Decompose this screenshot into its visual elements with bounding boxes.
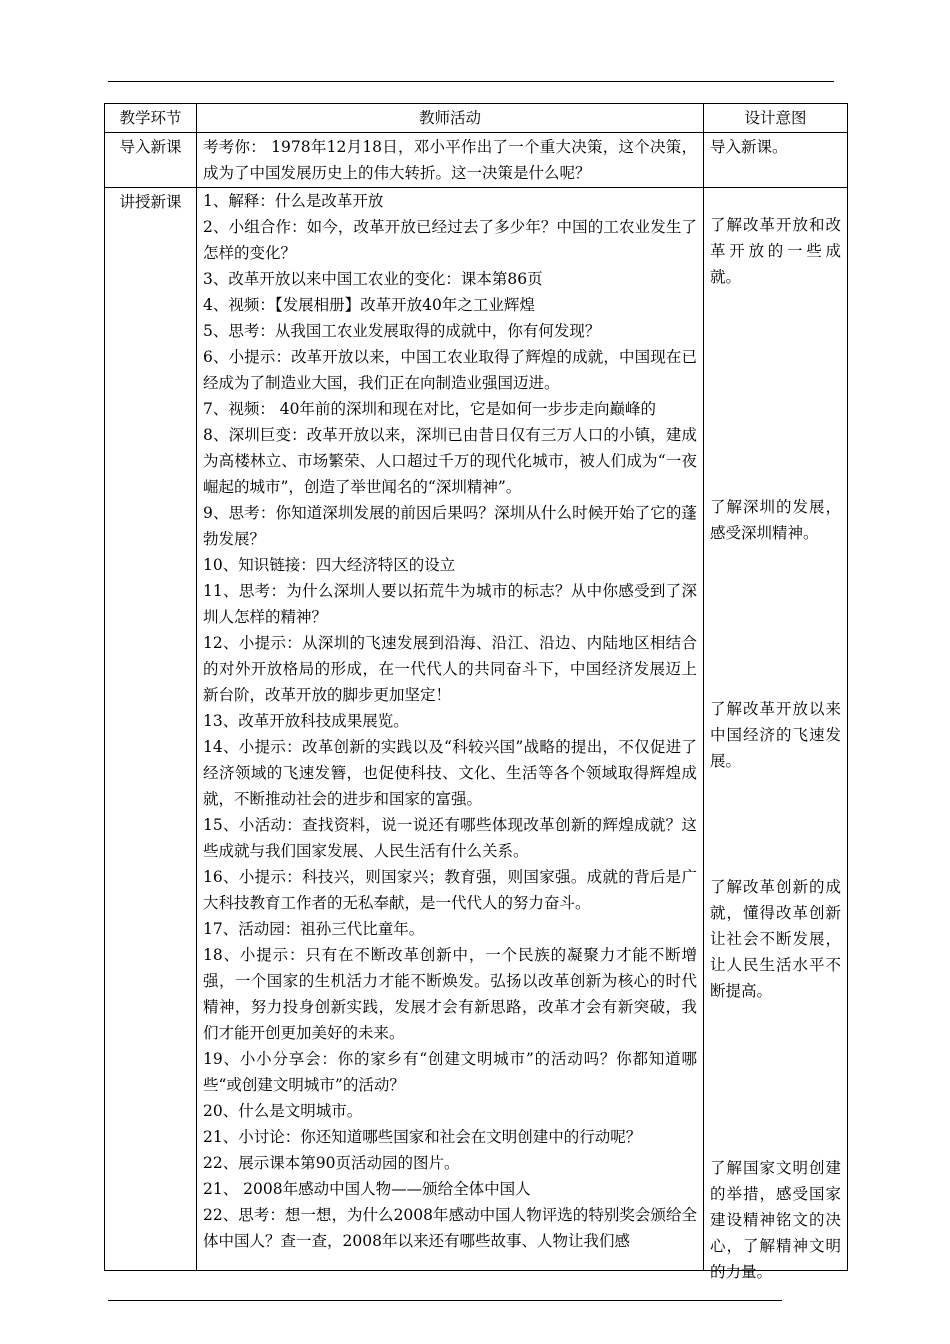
- intent-innovation: 了解改革创新的成就，懂得改革创新让社会不断发展，让人民生活水平不断提高。: [710, 878, 841, 1000]
- activity-line: 19、小小分享会：你的家乡有“创建文明城市”的活动吗？你都知道哪些“或创建文明城市”的活动？: [203, 1050, 697, 1094]
- activity-line: 21、 2008年感动中国人物——颁给全体中国人: [203, 1180, 531, 1198]
- activity-line: 4、视频：【发展相册】改革开放40年之工业辉煌: [203, 296, 535, 314]
- activity-line: 21、小讨论：你还知道哪些国家和社会在文明创建中的行动呢？: [203, 1128, 642, 1146]
- intent-shenzhen: 了解深圳的发展，感受深圳精神。: [710, 498, 841, 542]
- intent-reform-achievements: 了解改革开放和改革开放的一些成就。: [710, 216, 841, 286]
- intro-activity: 考考你： 1978年12月18日，邓小平作出了一个重大决策，这个决策，成为了中国发展历史上的伟大转折。这一决策是什么呢？: [197, 133, 704, 188]
- header-rule: [108, 81, 834, 82]
- activity-line: 13、改革开放科技成果展览。: [203, 712, 409, 730]
- activity-line: 3、改革开放以来中国工农业的变化：课本第86页: [203, 270, 543, 288]
- activity-line: 17、活动园：祖孙三代比童年。: [203, 920, 425, 938]
- activity-line: 15、小活动：查找资料，说一说还有哪些体现改革创新的辉煌成就？这些成就与我们国家发展、人民生活有什么关系。: [203, 816, 697, 860]
- intent-civilization: 了解国家文明创建的举措，感受国家建设精神铭文的决心，了解精神文明的力量。: [710, 1159, 841, 1281]
- lecture-activities: [197, 188, 704, 1271]
- activity-line: 22、展示课本第90页活动园的图片。: [203, 1154, 460, 1172]
- activity-line: 6、小提示：改革开放以来，中国工农业取得了辉煌的成就，中国现在已经成为了制造业大国，我们正在向制造业强国迈进。: [203, 348, 697, 392]
- activity-line: 8、深圳巨变：改革开放以来，深圳已由昔日仅有三万人口的小镇，建成为高楼林立、市场繁荣、人口超过千万的现代化城市，被人们成为“一夜崛起的城市”，创造了举世闻名的“深圳精神”。: [203, 426, 697, 496]
- intent-economy: 了解改革开放以来中国经济的飞速发展。: [710, 700, 841, 770]
- activity-line: 22、思考：想一想，为什么2008年感动中国人物评选的特别奖会颁给全体中国人？查一查，2008年以来还有哪些故事、人物让我们感: [203, 1206, 697, 1250]
- footer-rule: [108, 1300, 782, 1301]
- activity-line: 11、思考：为什么深圳人要以拓荒牛为城市的标志？从中你感受到了深圳人怎样的精神？: [203, 582, 697, 626]
- lesson-plan-table: [104, 103, 848, 1281]
- activity-line: 9、思考：你知道深圳发展的前因后果吗？深圳从什么时候开始了它的蓬勃发展？: [203, 504, 697, 548]
- activity-line: 7、视频： 40年前的深圳和现在对比，它是如何一步步走向巅峰的: [203, 400, 657, 418]
- table-row-lecture: [105, 188, 848, 1271]
- intro-intent: 导入新课。: [704, 133, 848, 188]
- activity-line: 12、小提示：从深圳的飞速发展到沿海、沿江、沿边、内陆地区相结合的对外开放格局的形成，在一代代人的共同奋斗下，中国经济发展迈上新台阶，改革开放的脚步更加坚定！: [203, 634, 697, 704]
- activity-line: 18、小提示：只有在不断改革创新中，一个民族的凝聚力才能不断增强，一个国家的生机活力才能不断焕发。弘扬以改革创新为核心的时代精神，努力投身创新实践，发展才会有新思路，改革才会有新突破，我们才能开创更加美好的未来。: [203, 946, 697, 1042]
- header-activity: 教师活动: [197, 104, 704, 133]
- activity-line: 10、知识链接：四大经济特区的设立: [203, 556, 456, 574]
- lecture-intents: [704, 188, 848, 1281]
- header-stage: 教学环节: [105, 104, 197, 133]
- activity-line: 1、解释：什么是改革开放: [203, 192, 384, 210]
- activity-line: 14、小提示：改革创新的实践以及“科较兴国”战略的提出，不仅促进了经济领域的飞速发簪，也促使科技、文化、生活等各个领域取得辉煌成就，不断推动社会的进步和国家的富强。: [203, 738, 697, 808]
- lecture-stage: 讲授新课: [105, 188, 197, 1271]
- header-intent: 设计意图: [704, 104, 848, 133]
- table-header-row: [105, 104, 848, 133]
- intro-stage: 导入新课: [105, 133, 197, 188]
- activity-line: 20、什么是文明城市。: [203, 1102, 363, 1120]
- activity-line: 16、小提示：科技兴，则国家兴；教育强，则国家强。成就的背后是广大科技教育工作者的无私奉献，是一代代人的努力奋斗。: [203, 868, 697, 912]
- table-row-intro: [105, 133, 848, 188]
- activity-line: 2、小组合作：如今，改革开放已经过去了多少年？中国的工农业发生了怎样的变化？: [203, 218, 697, 262]
- activity-line: 5、思考：从我国工农业发展取得的成就中，你有何发现？: [203, 322, 601, 340]
